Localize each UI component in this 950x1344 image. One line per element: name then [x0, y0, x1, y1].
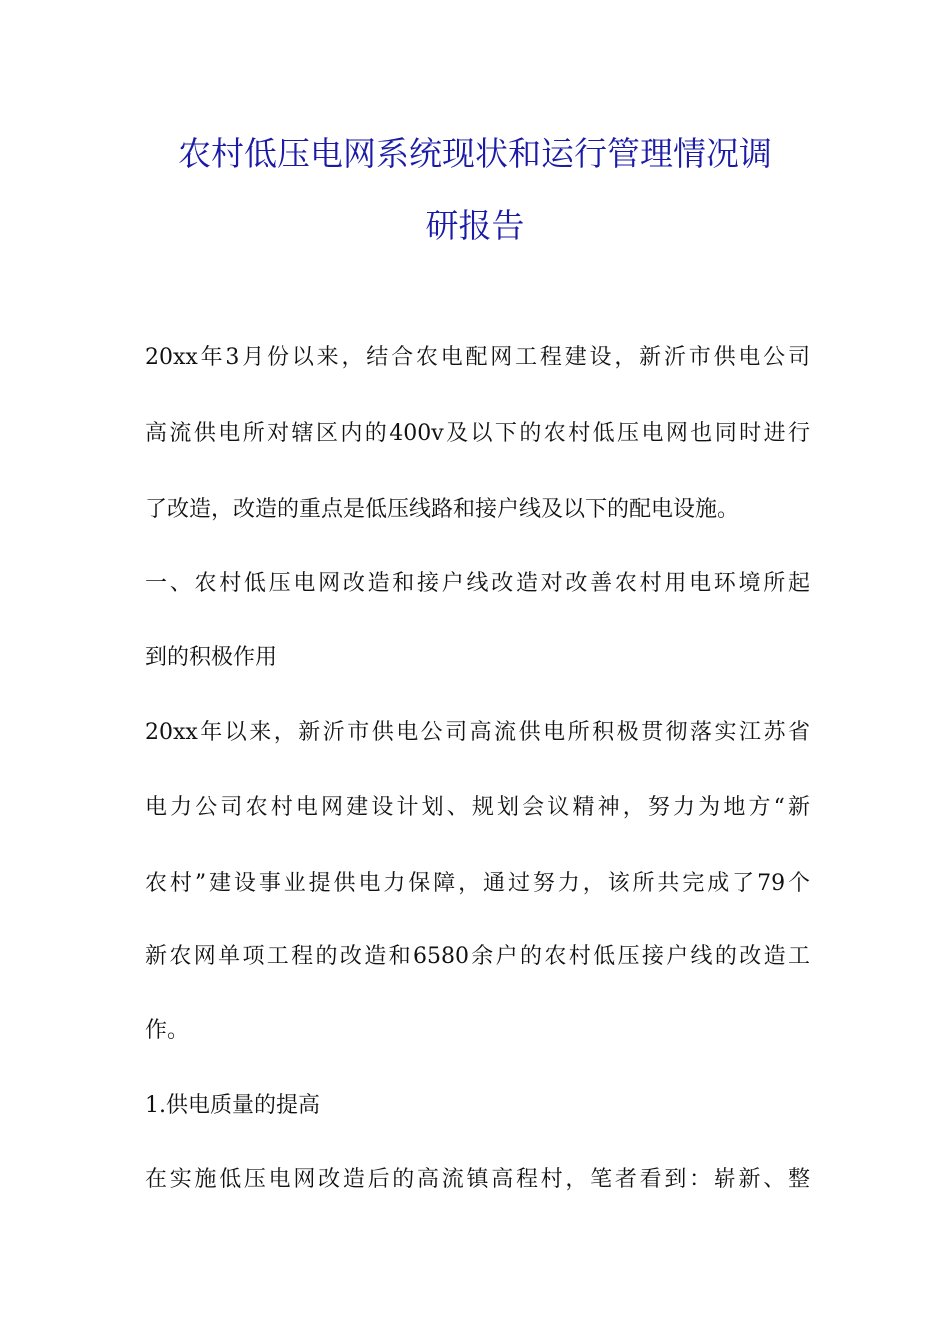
body-line: 了改造，改造的重点是低压线路和接户线及以下的配电设施。: [145, 497, 740, 522]
section-heading-line: 一、农村低压电网改造和接户线改造对改善农村用电环境所起: [145, 571, 810, 596]
body-line: 高流供电所对辖区内的400v及以下的农村低压电网也同时进行: [145, 421, 810, 446]
document-title-line-2: 研报告: [425, 206, 525, 245]
body-line: 20xx年3月份以来，结合农电配网工程建设，新沂市供电公司: [145, 345, 810, 370]
section-heading-line: 到的积极作用: [145, 645, 278, 670]
body-line: 电力公司农村电网建设计划、规划会议精神，努力为地方“新: [145, 795, 810, 820]
body-line: 作。: [145, 1018, 190, 1043]
body-line: 新农网单项工程的改造和6580余户的农村低压接户线的改造工: [145, 944, 810, 969]
body-line: 20xx年以来，新沂市供电公司高流供电所积极贯彻落实江苏省: [145, 720, 810, 745]
document-title-line-1: 农村低压电网系统现状和运行管理情况调: [178, 134, 772, 173]
subsection-heading: 1.供电质量的提高: [145, 1093, 320, 1118]
body-line: 农村”建设事业提供电力保障，通过努力，该所共完成了79个: [145, 871, 810, 896]
body-line: 在实施低压电网改造后的高流镇高程村，笔者看到：崭新、整: [145, 1167, 810, 1192]
